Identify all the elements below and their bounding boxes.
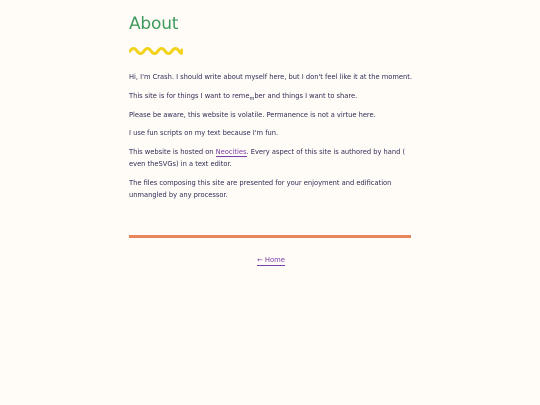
intro-paragraph: Hi, I'm Crash. I should write about myself here, but I don't feel like it at the moment. bbox=[129, 73, 412, 81]
purpose-text-start: This site is for things I want to reme bbox=[129, 92, 250, 100]
home-link[interactable]: ← Home bbox=[257, 256, 285, 264]
purpose-text-end: ber and things I want to share. bbox=[254, 92, 358, 100]
files-paragraph: The files composing this site are presented for your enjoyment and edification unmangled by any processor. bbox=[129, 179, 392, 199]
hosting-text-start: This website is hosted on bbox=[129, 148, 216, 156]
hosting-paragraph bbox=[129, 146, 414, 170]
hosting-text-end: . Every aspect of this site is authored by hand ( even theSVGs) in a text editor. bbox=[129, 148, 406, 168]
purpose-paragraph bbox=[129, 90, 414, 103]
scripts-paragraph: I use fun scripts on my text because I'm fun. bbox=[129, 129, 279, 137]
glitch-letter: m bbox=[249, 96, 255, 102]
neocities-link[interactable]: Neocities bbox=[215, 148, 247, 156]
squiggle-decoration bbox=[129, 45, 183, 57]
divider-line bbox=[129, 235, 411, 238]
volatile-paragraph: Please be aware, this website is volatile. Permanence is not a virtue here. bbox=[129, 111, 376, 119]
page-title: About bbox=[129, 14, 179, 34]
